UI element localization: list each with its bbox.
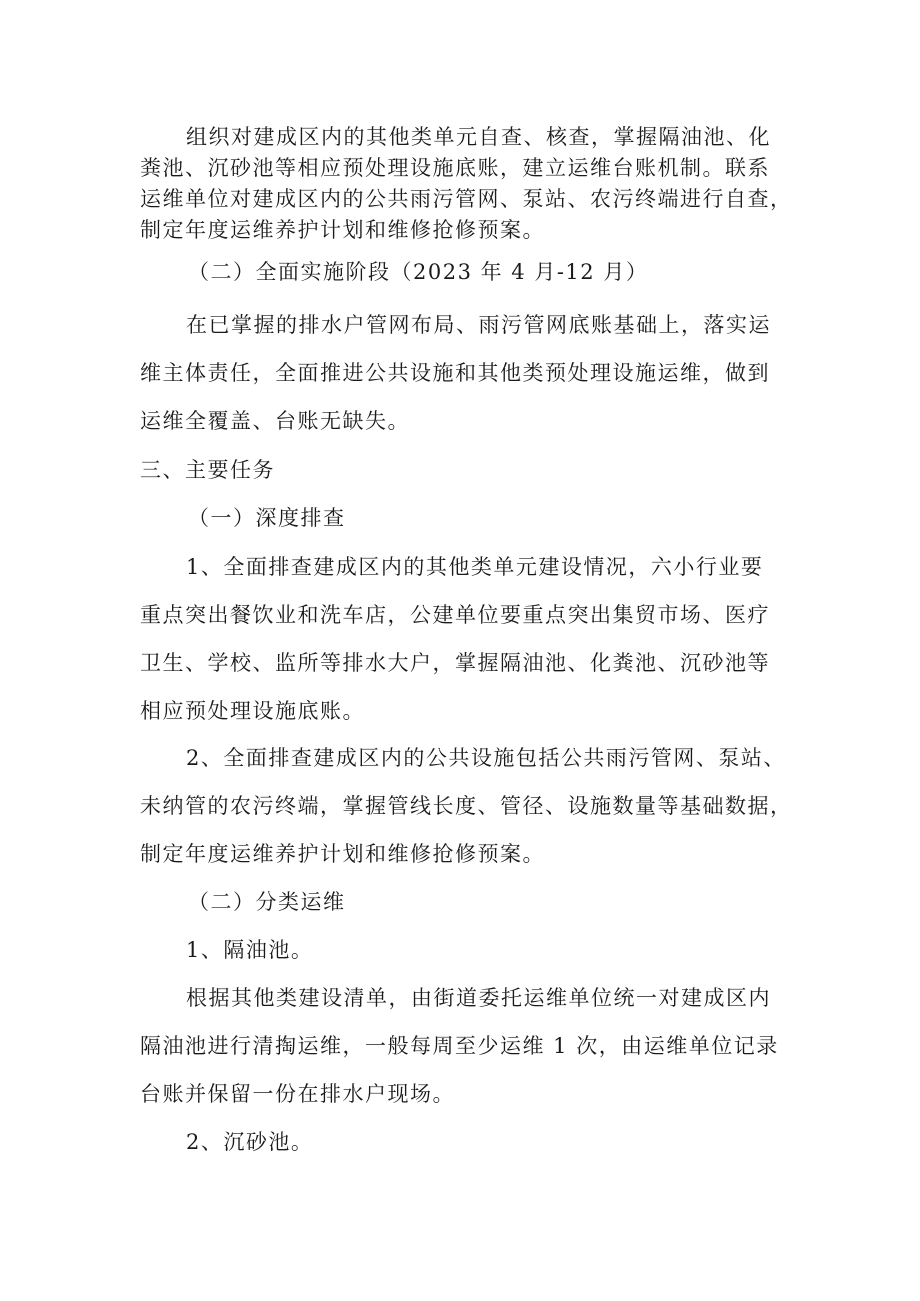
heading-deep-check: （一）深度排查 <box>188 506 346 530</box>
paragraph-intro <box>140 122 793 246</box>
heading-grit-chamber: 2、沉砂池。 <box>186 1130 314 1154</box>
text-line: 相应预处理设施底账。 <box>140 699 365 723</box>
heading-grease-trap: 1、隔油池。 <box>186 938 314 962</box>
paragraph-item-1 <box>140 543 790 735</box>
text-line: 2、全面排查建成区内的公共设施包括公共雨污管网、泵站、 <box>186 746 786 770</box>
text-line: 重点突出餐饮业和洗车店，公建单位要重点突出集贸市场、医疗 <box>140 603 770 627</box>
text-line: 运维单位对建成区内的公共雨污管网、泵站、农污终端进行自查， <box>140 187 793 211</box>
text-line: 粪池、沉砂池等相应预处理设施底账，建立运维台账机制。联系 <box>140 156 770 180</box>
paragraph-phase-2 <box>140 301 790 445</box>
text-line: 维主体责任，全面推进公共设施和其他类预处理设施运维，做到 <box>140 361 770 385</box>
text-line: 制定年度运维养护计划和维修抢修预案。 <box>140 218 545 242</box>
text-line: 运维全覆盖、台账无缺失。 <box>140 409 410 433</box>
text-line: 在已掌握的排水户管网布局、雨污管网底账基础上，落实运 <box>186 313 771 337</box>
text-line: 台账并保留一份在排水户现场。 <box>140 1082 455 1106</box>
text-line: 1、全面排查建成区内的其他类单元建设情况，六小行业要 <box>186 555 764 579</box>
heading-phase-2: （二）全面实施阶段（2023 年 4 月-12 月） <box>188 260 649 284</box>
paragraph-grease-trap <box>140 974 790 1118</box>
heading-classified-maintenance: （二）分类运维 <box>188 890 346 914</box>
heading-main-tasks: 三、主要任务 <box>140 458 275 482</box>
text-line: 组织对建成区内的其他类单元自查、核查，掌握隔油池、化 <box>186 125 771 149</box>
text-line: 隔油池进行清掏运维，一般每周至少运维 1 次，由运维单位记录 <box>140 1034 779 1058</box>
text-line: 制定年度运维养护计划和维修抢修预案。 <box>140 842 545 866</box>
paragraph-item-2 <box>140 734 793 878</box>
text-line: 未纳管的农污终端，掌握管线长度、管径、设施数量等基础数据， <box>140 794 793 818</box>
text-line: 根据其他类建设清单，由街道委托运维单位统一对建成区内 <box>186 986 771 1010</box>
text-line: 卫生、学校、监所等排水大户，掌握隔油池、化粪池、沉砂池等 <box>140 651 770 675</box>
